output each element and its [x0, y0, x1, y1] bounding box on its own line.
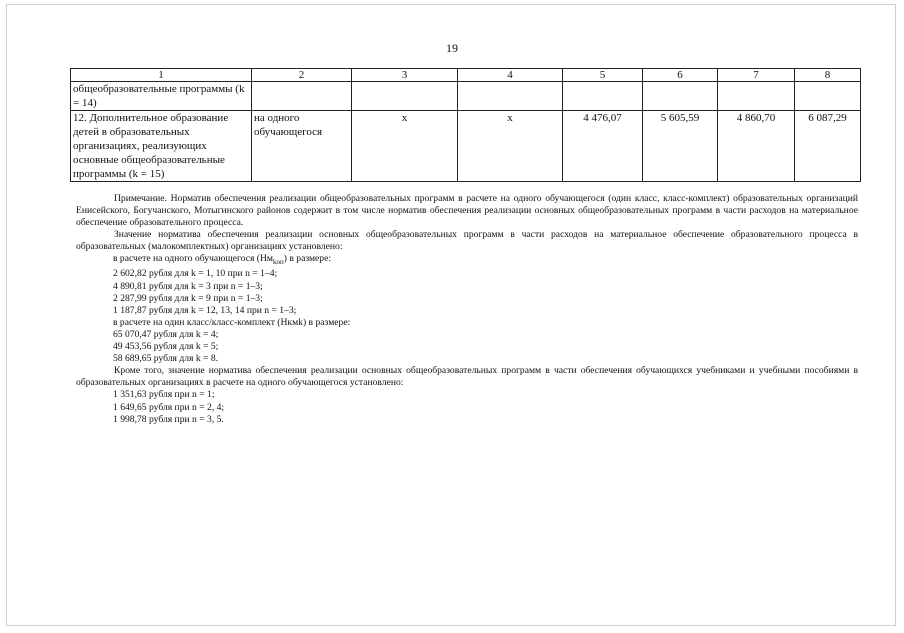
- table-header-cell: 6: [643, 69, 718, 82]
- table-cell-value: 4 860,70: [718, 111, 795, 182]
- note-line: 1 649,65 рубля при n = 2, 4;: [113, 401, 225, 413]
- table-header-cell: 1: [71, 69, 252, 82]
- table-cell: [252, 82, 352, 111]
- note-line: в расчете на один класс/класс-комплект (Нкмk) в размере:: [113, 316, 351, 328]
- note-line: 1 187,87 рубля для k = 12, 13, 14 при n = 1–3;: [113, 304, 297, 316]
- table-header-cell: 5: [563, 69, 643, 82]
- page-number: 19: [446, 41, 458, 55]
- table-cell-value: 6 087,29: [795, 111, 861, 182]
- table-header-cell: 3: [352, 69, 458, 82]
- note-subscript: kоп: [273, 258, 284, 267]
- note-line: 1 351,63 рубля при n = 1;: [113, 389, 215, 401]
- table-cell: [352, 82, 458, 111]
- table-row: [71, 111, 861, 182]
- table-cell: [643, 82, 718, 111]
- notes-section: [76, 193, 858, 426]
- note-line: 2 287,99 рубля для k = 9 при n = 1–3;: [113, 292, 263, 304]
- note-text: в расчете на одного обучающегося (Нм: [113, 253, 273, 265]
- table-cell: [718, 82, 795, 111]
- table-cell: [795, 82, 861, 111]
- note-line: 49 453,56 рубля для k = 5;: [113, 341, 219, 353]
- table-cell: [458, 82, 563, 111]
- normatives-table: [70, 68, 861, 182]
- table-cell: x: [352, 111, 458, 182]
- note-line: 65 070,47 рубля для k = 4;: [113, 328, 219, 340]
- table-cell-unit: на одного обучающегося: [252, 111, 352, 182]
- note-text: ) в размере:: [283, 253, 332, 265]
- table-cell-program: общеобразовательные программы (k = 14): [71, 82, 252, 111]
- table-header-cell: 8: [795, 69, 861, 82]
- note-line: [76, 253, 858, 268]
- note-line: 1 998,78 рубля при n = 3, 5.: [113, 413, 224, 425]
- note-paragraph: Кроме того, значение норматива обеспечения реализации основных общеобразовательных программ в части обеспечения обучающихся учебниками и учебными пособиями в образовательных организациях в расчете на одного обучающегося установлено:: [76, 365, 858, 389]
- note-line: 2 602,82 рубля для k = 1, 10 при n = 1–4;: [113, 268, 278, 280]
- table-header-cell: 2: [252, 69, 352, 82]
- note-line: 58 689,65 рубля для k = 8.: [113, 353, 219, 365]
- note-paragraph: Примечание. Норматив обеспечения реализации общеобразовательных программ в расчете на одного обучающегося (один класс, класс-комплект) образовательных организаций Енисейского, Богучанского, Мотыгинского районов содержит в том числе норматив обеспечения реализации основных общеобразовательных программ в части расходов на материальное обеспечение образовательного процесса.: [76, 193, 858, 229]
- table-row: [71, 82, 861, 111]
- table-cell: [563, 82, 643, 111]
- note-line: 4 890,81 рубля для k = 3 при n = 1–3;: [113, 280, 263, 292]
- table-header-row: [71, 69, 861, 82]
- table-header-cell: 7: [718, 69, 795, 82]
- table-cell-value: 5 605,59: [643, 111, 718, 182]
- table-cell-value: 4 476,07: [563, 111, 643, 182]
- note-paragraph: Значение норматива обеспечения реализации основных общеобразовательных программ в части расходов на материальное обеспечение образовательного процесса в образовательных (малокомплектных) организациях установлено:: [76, 229, 858, 253]
- table-cell-program: 12. Дополнительное образование детей в образовательных организациях, реализующих основные общеобразовательные программы (k = 15): [71, 111, 252, 182]
- table-cell: x: [458, 111, 563, 182]
- table-header-cell: 4: [458, 69, 563, 82]
